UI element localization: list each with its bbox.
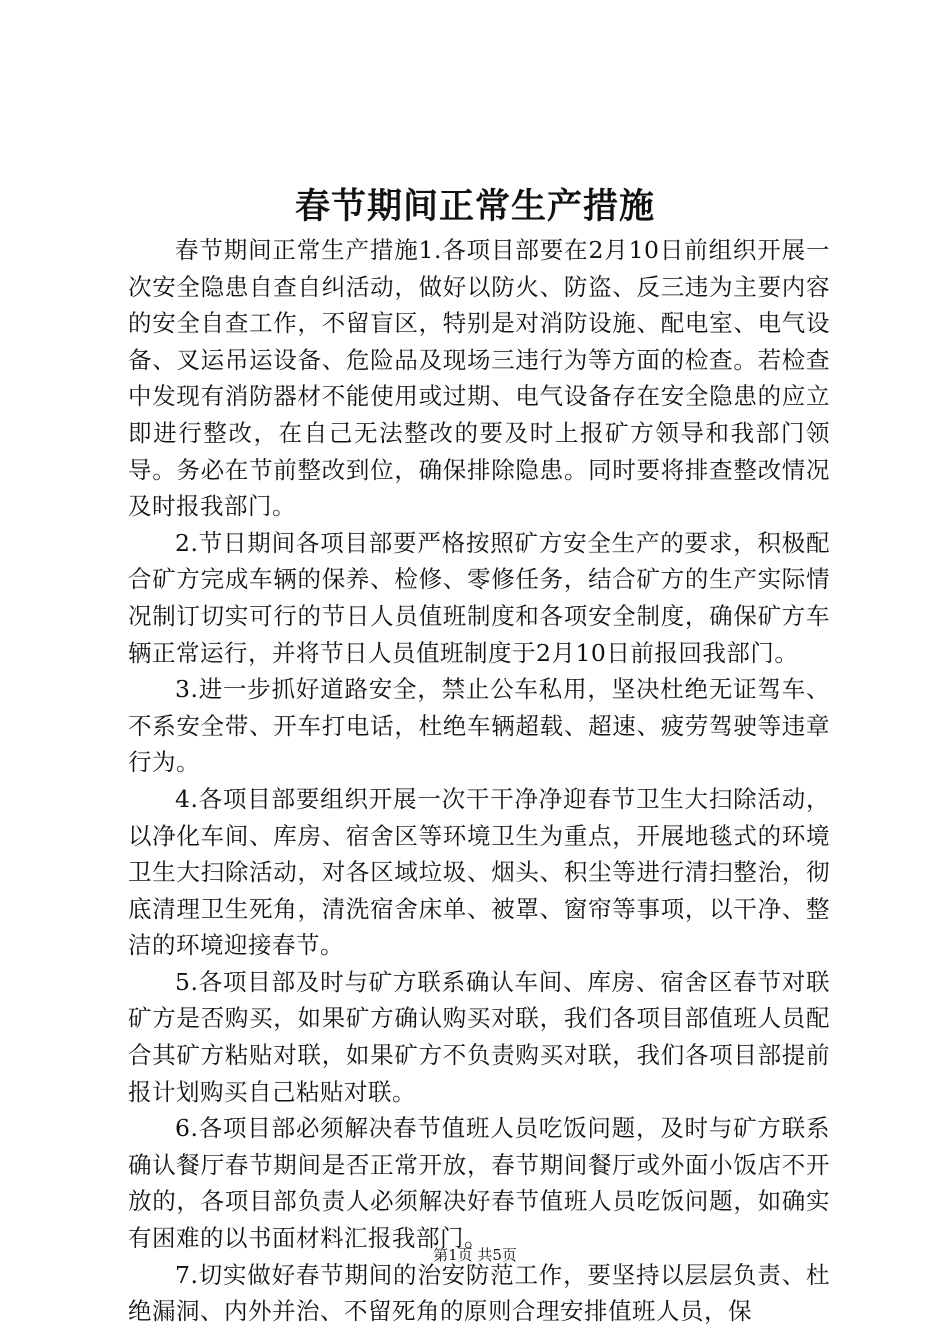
paragraph-6: 6.各项目部必须解决春节值班人员吃饭问题，及时与矿方联系确认餐厅春节期间是否正常开放，春节期间餐厅或外面小饭店不开放的，各项目部负责人必须解决好春节值班人员吃饭问题，如确实有困难的以书面材料汇报我部门。 [128,1114,830,1253]
paragraph-3: 3.进一步抓好道路安全，禁止公车私用，坚决杜绝无证驾车、不系安全带、开车打电话，杜绝车辆超载、超速、疲劳驾驶等违章行为。 [128,675,830,777]
paragraph-5: 5.各项目部及时与矿方联系确认车间、库房、宿舍区春节对联矿方是否购买，如果矿方确认购买对联，我们各项目部值班人员配合其矿方粘贴对联，如果矿方不负责购买对联，我们各项目部提前报计划购买自己粘贴对联。 [128,967,830,1106]
document-title: 春节期间正常生产措施 [294,186,655,227]
paragraph-4: 4.各项目部要组织开展一次干干净净迎春节卫生大扫除活动，以净化车间、库房、宿舍区等环境卫生为重点，开展地毯式的环境卫生大扫除活动，对各区域垃圾、烟头、积尘等进行清扫整治，彻底清理卫生死角，清洗宿舍床单、被罩、窗帘等事项，以干净、整洁的环境迎接春节。 [128,784,830,960]
paragraph-2: 2.节日期间各项目部要严格按照矿方安全生产的要求，积极配合矿方完成车辆的保养、检修、零修任务，结合矿方的生产实际情况制订切实可行的节日人员值班制度和各项安全制度，确保矿方车辆正常运行，并将节日人员值班制度于2月10日前报回我部门。 [128,528,830,667]
page-footer: 第1页 共5页 [433,1246,517,1264]
paragraph-1: 春节期间正常生产措施1.各项目部要在2月10日前组织开展一次安全隐患自查自纠活动，做好以防火、防盗、反三违为主要内容的安全自查工作，不留盲区，特别是对消防设施、配电室、电气设备、叉运吊运设备、危险品及现场三违行为等方面的检查。若检查中发现有消防器材不能使用或过期、电气设备存在安全隐患的应立即进行整改，在自己无法整改的要及时上报矿方领导和我部门领导。务必在节前整改到位，确保排除隐患。同时要将排查整改情况及时报我部门。 [128,236,830,521]
document-body [128,232,830,1330]
paragraph-7: 7.切实做好春节期间的治安防范工作，要坚持以层层负责、杜绝漏洞、内外并治、不留死角的原则合理安排值班人员，保 [128,1260,830,1326]
